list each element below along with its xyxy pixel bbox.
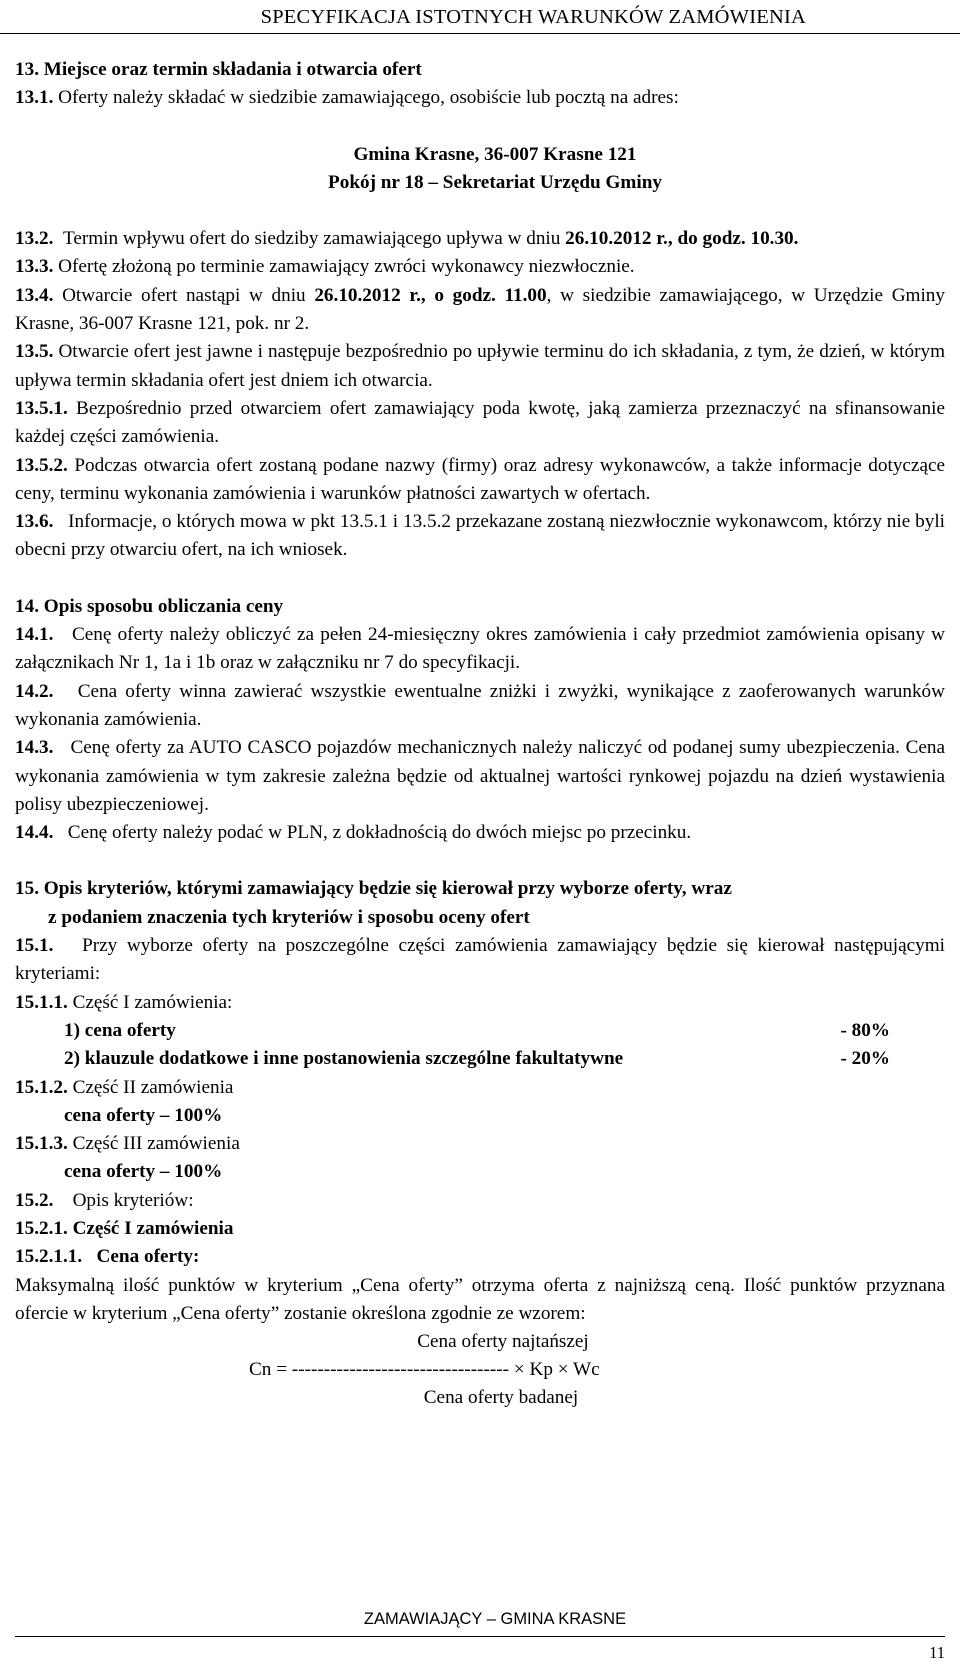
para-13-5-text: Otwarcie ofert jest jawne i następuje bezpośrednio po upływie terminu do ich składania, z tym, że dzień, w którym upływa termin składania ofert jest dniem ich otwarcia. [15, 341, 945, 391]
header-title: SPECYFIKACJA ISTOTNYCH WARUNKÓW ZAMÓWIENIA [260, 6, 806, 28]
para-14-4-number: 14.4. [15, 822, 54, 844]
para-15-2-1-1: 15.2.1.1. Cena oferty: [15, 1246, 200, 1268]
price-formula [15, 1328, 945, 1413]
para-15-2-1: 15.2.1. Część I zamówienia [15, 1217, 234, 1239]
para-13-5-1-text: Bezpośrednio przed otwarciem ofert zamawiający poda kwotę, jaką zamierza przeznaczyć na sfinansowanie każdej części zamówienia. [15, 397, 945, 448]
para-14-1 [15, 621, 945, 678]
formula-main-line: Cn = ---------------------------------- × Kp × Wc [249, 1359, 600, 1381]
criterion-2-label: 2) klauzule dodatkowe i inne postanowienia szczególne fakultatywne [64, 1048, 624, 1070]
page-number: 11 [929, 1643, 945, 1662]
price-criterion-description: Maksymalną ilość punktów w kryterium „Cena oferty” otrzyma oferta z najniższą ceną. Ilość punktów przyznana ofercie w kryterium „Cena oferty” zostanie określona zgodnie ze wzorem: [15, 1274, 945, 1324]
para-15-2-number: 15.2. [15, 1189, 54, 1211]
para-14-2-number: 14.2. [15, 680, 54, 702]
para-13-2 [15, 225, 945, 253]
para-13-1 [15, 84, 945, 112]
page-header [0, 0, 960, 34]
para-13-2-text: Termin wpływu ofert do siedziby zamawiającego upływa w dniu [62, 228, 561, 250]
address-line-1: Gmina Krasne, 36-007 Krasne 121 [353, 143, 637, 165]
para-13-6-text: Informacje, o których mowa w pkt 13.5.1 i 13.5.2 przekazane zostaną niezwłocznie wykonawcom, którzy nie byli obecni przy otwarciu ofert, na ich wniosek. [15, 511, 945, 561]
para-14-1-number: 14.1. [15, 624, 54, 646]
para-15-1-1 [15, 989, 945, 1017]
para-13-4-place: , w siedzibie zamawiającego, w Urzędzie Gminy Krasne, 36-007 Krasne 121, pok. nr 2. [15, 284, 945, 335]
para-14-3 [15, 734, 945, 819]
section-15-heading-cont: z podaniem znaczenia tych kryteriów i sposobu oceny ofert [48, 906, 530, 928]
para-13-3 [15, 253, 945, 281]
para-13-5-1-number: 13.5.1. [15, 397, 68, 419]
para-15-1-2-text: Część II zamówienia [72, 1076, 234, 1098]
para-13-4-date: 26.10.2012 r., o godz. 11.00 [314, 284, 547, 306]
criterion-2 [15, 1045, 945, 1073]
formula-denominator: Cena oferty badanej [423, 1387, 579, 1409]
para-13-3-text: Ofertę złożoną po terminie zamawiający zwróci wykonawcy niezwłocznie. [58, 256, 635, 278]
para-13-2-number: 13.2. [15, 228, 54, 250]
footer-rule [15, 1636, 945, 1637]
para-13-4-number: 13.4. [15, 284, 54, 306]
criterion-1-weight: - 80% [840, 1019, 890, 1041]
para-14-2-text: Cena oferty winna zawierać wszystkie ewentualne zniżki i zwyżki, wynikające z zaoferowanych warunków wykonania zamówienia. [15, 680, 946, 730]
criterion-1 [15, 1017, 945, 1045]
para-14-4-text: Cenę oferty należy podać w PLN, z dokładnością do dwóch miejsc po przecinku. [67, 822, 692, 844]
para-13-5-2-number: 13.5.2. [15, 454, 68, 476]
para-13-1-text: Oferty należy składać w siedzibie zamawiającego, osobiście lub pocztą na adres: [58, 87, 679, 109]
para-13-6-number: 13.6. [15, 511, 54, 533]
para-15-1-text: Przy wyborze oferty na poszczególne części zamówienia zamawiający będzie się kierował następującymi kryteriami: [15, 935, 945, 985]
para-15-1-1-number: 15.1.1. [15, 991, 68, 1013]
para-15-2 [15, 1187, 945, 1215]
para-13-4-text: Otwarcie ofert nastąpi w dniu [62, 284, 306, 306]
para-13-5-2 [15, 452, 945, 509]
para-15-1-number: 15.1. [15, 935, 54, 957]
section-15-heading: 15. Opis kryteriów, którymi zamawiający będzie się kierował przy wyborze oferty, wraz [15, 878, 732, 900]
criterion-1-label: 1) cena oferty [64, 1019, 176, 1041]
para-13-5 [15, 338, 945, 395]
page-footer: ZAMAWIAJĄCY – GMINA KRASNE [363, 1610, 627, 1628]
para-13-3-number: 13.3. [15, 256, 54, 278]
para-15-1-2-criterion: cena oferty – 100% [64, 1104, 223, 1126]
para-15-1-1-text: Część I zamówienia: [72, 991, 233, 1013]
formula-numerator: Cena oferty najtańszej [417, 1331, 589, 1353]
para-14-2 [15, 678, 945, 735]
para-15-1-3-text: Część III zamówienia [72, 1133, 240, 1155]
para-13-2-deadline: 26.10.2012 r., do godz. 10.30. [565, 228, 799, 250]
criterion-2-weight: - 20% [840, 1048, 890, 1070]
para-13-5-number: 13.5. [15, 341, 54, 363]
para-15-1-2 [15, 1074, 945, 1102]
para-15-1 [15, 932, 945, 989]
para-14-3-number: 14.3. [15, 737, 54, 759]
para-14-3-text: Cenę oferty za AUTO CASCO pojazdów mechanicznych należy naliczyć od podanej sumy ubezpieczenia. Cena wykonania zamówienia w tym zakresie zależna będzie od aktualnej wartości rynkowej pojazdu na dzień wystawienia polisy ubezpieczeniowej. [15, 737, 945, 815]
para-13-4 [15, 282, 945, 339]
section-14-heading: 14. Opis sposobu obliczania ceny [15, 595, 284, 617]
para-14-1-text: Cenę oferty należy obliczyć za pełen 24-miesięczny okres zamówienia i cały przedmiot zamówienia opisany w załącznikach Nr 1, 1a i 1b oraz w załączniku nr 7 do specyfikacji. [15, 624, 946, 674]
para-15-1-3 [15, 1130, 945, 1158]
para-13-6 [15, 508, 945, 565]
section-13-heading: 13. Miejsce oraz termin składania i otwarcia ofert [15, 59, 422, 80]
para-13-5-1 [15, 395, 945, 452]
para-13-1-number: 13.1. [15, 87, 54, 109]
para-13-5-2-text: Podczas otwarcia ofert zostaną podane nazwy (firmy) oraz adresy wykonawców, a także informacje dotyczące ceny, terminu wykonania zamówienia i warunków płatności zawartych w ofertach. [15, 454, 945, 504]
para-14-4 [15, 819, 945, 847]
para-15-1-3-criterion: cena oferty – 100% [64, 1161, 223, 1183]
para-15-1-3-number: 15.1.3. [15, 1133, 68, 1155]
address-line-2: Pokój nr 18 – Sekretariat Urzędu Gminy [328, 171, 662, 193]
para-15-2-text: Opis kryteriów: [72, 1189, 194, 1211]
document-body [15, 56, 945, 1413]
para-15-1-2-number: 15.1.2. [15, 1076, 68, 1098]
